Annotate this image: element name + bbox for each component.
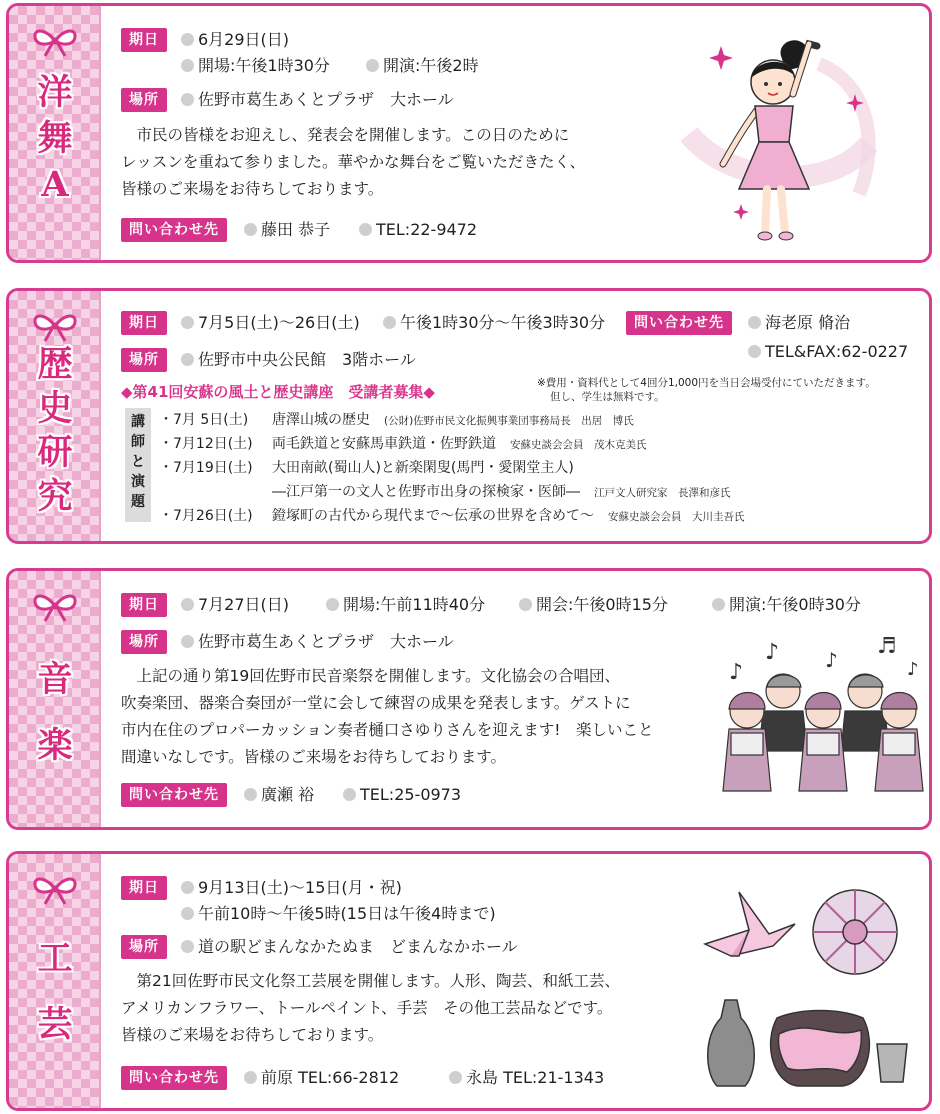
craft-time: 午前10時～午後5時(15日は午後4時まで) <box>181 903 496 925</box>
lecture-row: ・7月19日(土) 大田南畝(蜀山人)と新楽閑叟(馬門・愛閑堂主人) <box>159 460 574 476</box>
ballet-date: 6月29日(日) <box>181 29 289 51</box>
ballet-card <box>6 3 932 263</box>
svg-text:♪: ♪ <box>907 659 919 680</box>
date-label: 期日 <box>121 28 167 52</box>
fee-note: ※費用・資料代として4回分1,000円を当日会場受付にていただきます。 但し、学生は無料です。 <box>537 377 876 403</box>
place-label: 場所 <box>121 630 167 654</box>
lecture-row: ―江戸第一の文人と佐野市出身の探検家・医師― 江戸文人研究家 長澤和彦氏 <box>272 484 731 500</box>
lecture-row: ・7月26日(土) 鐙塚町の古代から現代まで～伝承の世界を含めて～ 安蘇史談会会員 大川圭吾氏 <box>159 508 745 524</box>
music-place: 佐野市葛生あくとプラザ 大ホール <box>181 631 454 653</box>
music-title: 音 楽 <box>37 659 73 766</box>
ballet-contact-name: 藤田 恭子 <box>244 219 330 241</box>
music-side-panel <box>9 571 101 827</box>
music-date: 7月27日(日) <box>181 594 289 616</box>
music-card <box>6 568 932 830</box>
ballet-contact-tel: TEL:22-9472 <box>359 219 477 241</box>
choir-illustration <box>717 631 927 811</box>
history-side-panel <box>9 291 101 541</box>
svg-text:♪: ♪ <box>729 660 744 685</box>
history-date: 7月5日(土)～26日(土) <box>181 312 360 334</box>
lecturer-label: 講 師 と 演 題 <box>125 408 151 522</box>
contact-label: 問い合わせ先 <box>626 311 732 335</box>
history-contact-name: 海老原 脩治 <box>748 312 850 334</box>
history-time: 午後1時30分～午後3時30分 <box>383 312 605 334</box>
ballet-description: 市民の皆様をお迎えし、発表会を開催します。この日のために レッスンを重ねて参りました。華やかな舞台をご覧いただきたく、 皆様のご来場をお待ちしております。 <box>121 126 586 198</box>
music-start: 開演:午後0時30分 <box>712 594 861 616</box>
ballerina-illustration <box>669 24 899 249</box>
crafts-illustration <box>691 868 921 1100</box>
date-label: 期日 <box>121 876 167 900</box>
place-label: 場所 <box>121 348 167 372</box>
craft-date: 9月13日(土)～15日(月・祝) <box>181 877 402 899</box>
ribbon-icon <box>32 589 78 623</box>
history-title: 歴 史 研 究 <box>37 344 73 517</box>
lecture-row: ・7月 5日(土) 唐澤山城の歴史 (公財)佐野市民文化振興事業団事務局長 出居 博氏 <box>159 412 634 428</box>
ballet-title: 洋 舞 A <box>37 72 73 205</box>
contact-label: 問い合わせ先 <box>121 218 227 242</box>
history-card <box>6 288 932 544</box>
ballet-open: 開場:午後1時30分 <box>181 55 330 77</box>
craft-card <box>6 851 932 1111</box>
music-open: 開場:午前11時40分 <box>326 594 485 616</box>
craft-side-panel <box>9 854 101 1108</box>
svg-text:♪: ♪ <box>765 640 780 665</box>
music-contact-tel: TEL:25-0973 <box>343 784 461 806</box>
craft-contact-2: 永島 TEL:21-1343 <box>449 1067 604 1089</box>
ballet-start: 開演:午後2時 <box>366 55 479 77</box>
craft-contact-1: 前原 TEL:66-2812 <box>244 1067 399 1089</box>
music-description: 上記の通り第19回佐野市民音楽祭を開催します。文化協会の合唱団、 吹奏楽団、器楽合奏団が一堂に会して練習の成果を発表します。ゲストに 市内在住のプロパーカッション奏者樋口さゆりさんを迎えます! 楽しいこと 間違いなしです。皆様のご来場をお待ちしております。 <box>121 667 654 766</box>
ribbon-icon <box>32 24 78 58</box>
place-label: 場所 <box>121 88 167 112</box>
place-label: 場所 <box>121 935 167 959</box>
ballet-side-panel <box>9 6 101 260</box>
contact-label: 問い合わせ先 <box>121 783 227 807</box>
svg-text:♪: ♪ <box>825 648 838 672</box>
ballet-place: 佐野市葛生あくとプラザ 大ホール <box>181 89 454 111</box>
ribbon-icon <box>32 872 78 906</box>
date-label: 期日 <box>121 593 167 617</box>
craft-description: 第21回佐野市民文化祭工芸展を開催します。人形、陶芸、和紙工芸、 アメリカンフラワー、トールペイント、手芸 その他工芸品などです。 皆様のご来場をお待ちしております。 <box>121 972 620 1044</box>
music-contact-name: 廣瀬 裕 <box>244 784 314 806</box>
craft-place: 道の駅どまんなかたぬま どまんなかホール <box>181 936 518 958</box>
ribbon-icon <box>32 309 78 343</box>
music-meeting: 開会:午後0時15分 <box>519 594 668 616</box>
date-label: 期日 <box>121 311 167 335</box>
svg-text:♬: ♬ <box>877 634 897 659</box>
lecture-row: ・7月12日(土) 両毛鉄道と安蘇馬車鉄道・佐野鉄道 安蘇史談会会員 茂木克美氏 <box>159 436 647 452</box>
history-contact-tel: TEL&FAX:62-0227 <box>748 341 908 363</box>
craft-title: 工 芸 <box>37 938 73 1045</box>
history-place: 佐野市中央公民館 3階ホール <box>181 349 416 371</box>
lecture-title: ◆第41回安蘇の風土と歴史講座 受講者募集◆ <box>121 383 435 401</box>
contact-label: 問い合わせ先 <box>121 1066 227 1090</box>
